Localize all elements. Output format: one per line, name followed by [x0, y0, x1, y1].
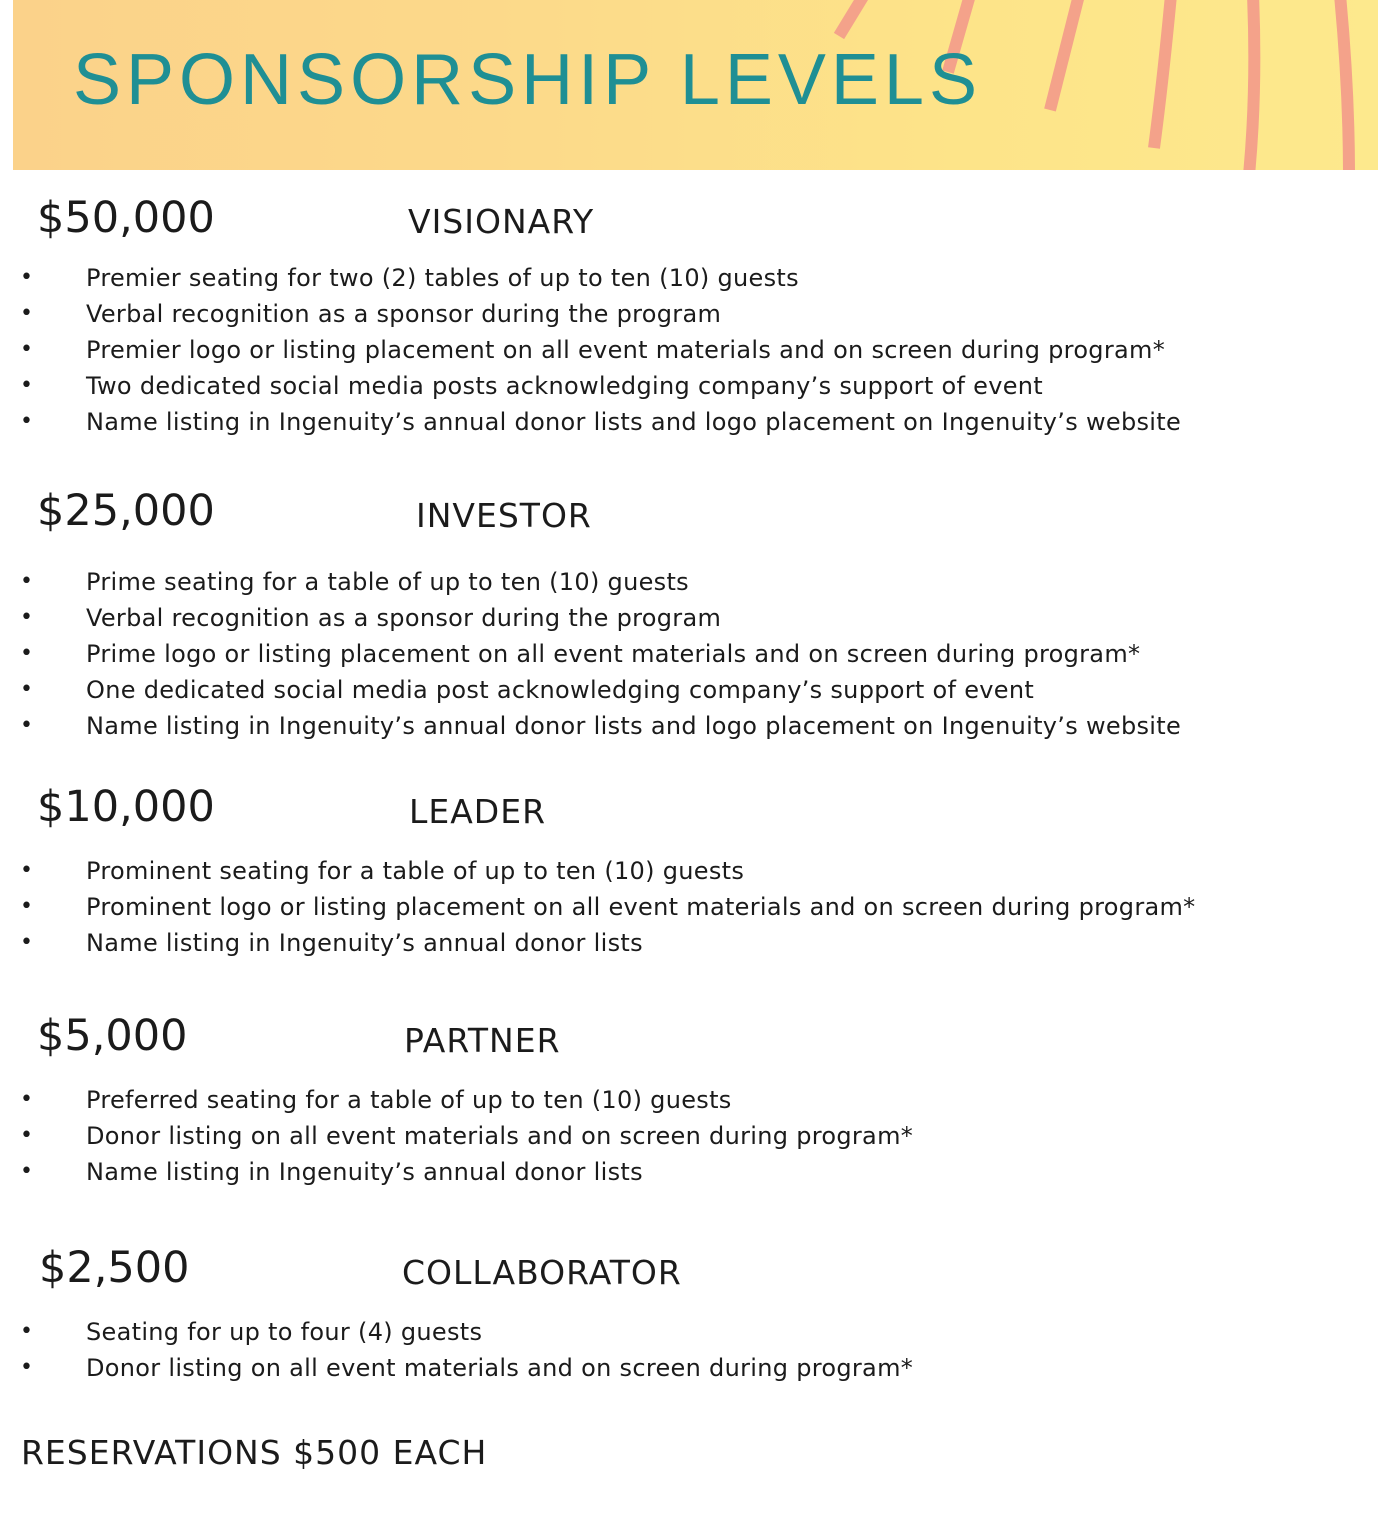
benefit-text: One dedicated social media post acknowledging company’s support of event [86, 676, 1035, 704]
benefit-text: Name listing in Ingenuity’s annual donor lists [86, 929, 643, 957]
bullet-icon: • [20, 677, 34, 702]
bullet-icon: • [20, 569, 34, 594]
benefit-text: Prime seating for a table of up to ten (10) guests [86, 568, 689, 596]
benefit-text: Prime logo or listing placement on all event materials and on screen during program* [86, 640, 1141, 668]
bullet-icon: • [20, 337, 34, 362]
header-banner [13, 0, 1378, 170]
level-name: LEADER [409, 792, 547, 831]
benefit-text: Donor listing on all event materials and on screen during program* [86, 1354, 914, 1382]
bullet-icon: • [20, 409, 34, 434]
benefit-text: Verbal recognition as a sponsor during the program [86, 604, 722, 632]
bullet-icon: • [20, 373, 34, 398]
bullet-icon: • [20, 301, 34, 326]
benefit-text: Prominent seating for a table of up to ten (10) guests [86, 857, 745, 885]
level-name: PARTNER [404, 1021, 561, 1060]
bullet-icon: • [20, 713, 34, 738]
benefit-text: Prominent logo or listing placement on all event materials and on screen during program* [86, 893, 1196, 921]
bullet-icon: • [20, 265, 34, 290]
benefit-text: Name listing in Ingenuity’s annual donor lists and logo placement on Ingenuity’s website [86, 408, 1182, 436]
level-name: VISIONARY [408, 202, 595, 241]
bullet-icon: • [20, 858, 34, 883]
level-amount: $2,500 [39, 1243, 190, 1293]
benefit-text: Verbal recognition as a sponsor during the program [86, 300, 722, 328]
level-amount: $25,000 [37, 486, 215, 536]
bullet-icon: • [20, 894, 34, 919]
bullet-icon: • [20, 1355, 34, 1380]
benefit-text: Two dedicated social media posts acknowledging company’s support of event [86, 372, 1044, 400]
benefit-text: Donor listing on all event materials and on screen during program* [86, 1122, 914, 1150]
page-title: SPONSORSHIP LEVELS [73, 40, 982, 120]
bullet-icon: • [20, 1159, 34, 1184]
benefit-text: Seating for up to four (4) guests [86, 1318, 483, 1346]
bullet-icon: • [20, 605, 34, 630]
bullet-icon: • [20, 1123, 34, 1148]
benefit-text: Preferred seating for a table of up to ten (10) guests [86, 1086, 732, 1114]
bullet-icon: • [20, 1319, 34, 1344]
benefit-text: Premier seating for two (2) tables of up to ten (10) guests [86, 264, 799, 292]
level-name: INVESTOR [416, 496, 592, 535]
benefit-text: Premier logo or listing placement on all event materials and on screen during program* [86, 336, 1165, 364]
level-amount: $5,000 [37, 1011, 188, 1061]
bullet-icon: • [20, 1087, 34, 1112]
benefit-text: Name listing in Ingenuity’s annual donor lists [86, 1158, 643, 1186]
level-amount: $10,000 [37, 782, 215, 832]
level-amount: $50,000 [37, 193, 215, 243]
reservations-note: RESERVATIONS $500 EACH [21, 1433, 488, 1472]
level-name: COLLABORATOR [402, 1253, 682, 1292]
bullet-icon: • [20, 641, 34, 666]
bullet-icon: • [20, 930, 34, 955]
benefit-text: Name listing in Ingenuity’s annual donor lists and logo placement on Ingenuity’s website [86, 712, 1182, 740]
